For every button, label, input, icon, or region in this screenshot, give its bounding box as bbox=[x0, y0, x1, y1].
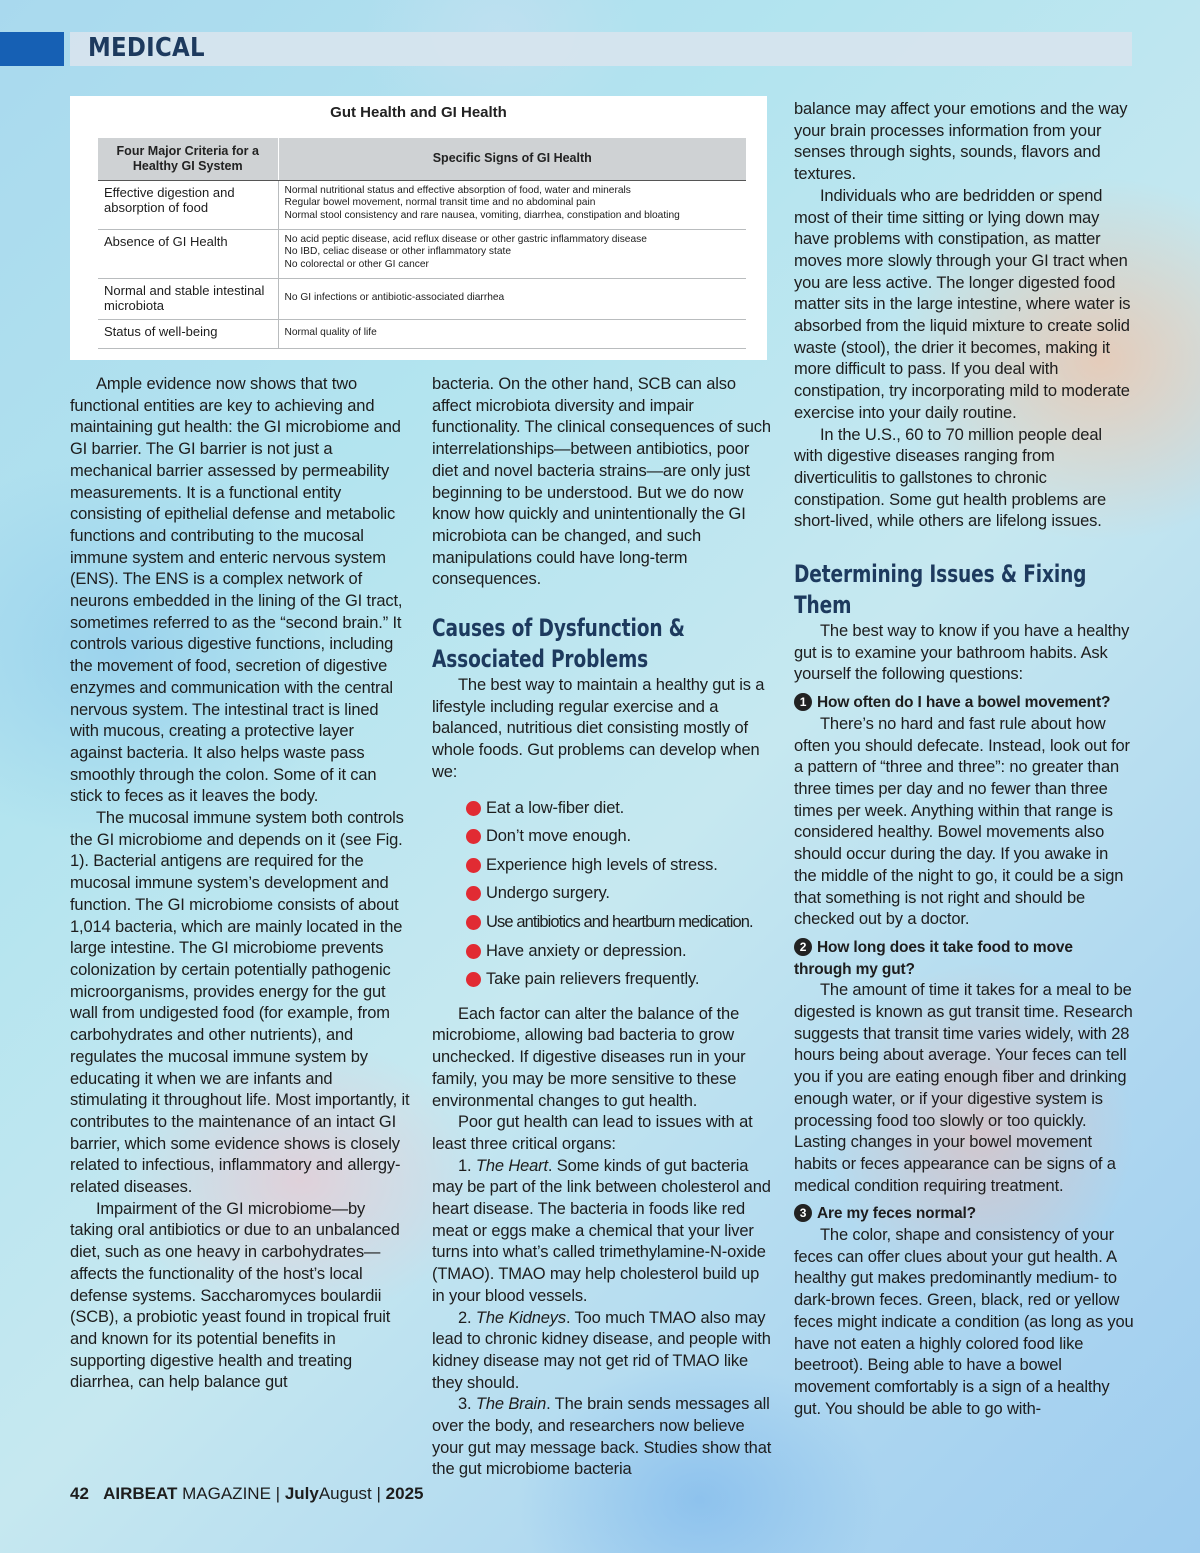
table-cell-criterion: Normal and stable intestinal microbiota bbox=[98, 278, 278, 319]
question-text: How often do I have a bowel movement? bbox=[817, 694, 1111, 712]
organ-heart: 1. The Heart. Some kinds of gut bacteria may be part of the link between cholesterol and heart disease. The bacteria in foods like red meat or eggs make a chemical that your liver turns into what’s called trimethylamine-N-oxide (TMAO). TMAO may help cholesterol build up in your blood vessels. bbox=[432, 1156, 771, 1305]
table-cell-signs bbox=[278, 180, 746, 229]
bullet-dot-icon bbox=[466, 972, 481, 987]
sign-line: No acid peptic disease, acid reflux disease or other gastric inflammatory disease bbox=[284, 233, 647, 245]
bullet-dot-icon bbox=[466, 886, 481, 901]
section-label: MEDICAL bbox=[88, 33, 205, 63]
organ-text: . Too much TMAO also may lead to chronic kidney disease, and people with kidney disease may not get rid of TMAO like they should. bbox=[432, 1308, 771, 1392]
table-cell-criterion: Status of well-being bbox=[98, 319, 278, 348]
subheading-causes: Causes of Dysfunction & Associated Problems bbox=[432, 614, 685, 674]
question-1 bbox=[794, 692, 1134, 714]
paragraph: In the U.S., 60 to 70 million people deal with digestive diseases ranging from diverticulitis to gallstones to chronic constipation. Some gut health problems are short-lived, while others are lifelong issues. bbox=[794, 425, 1106, 531]
list-item bbox=[466, 851, 772, 880]
table-cell-signs bbox=[278, 278, 746, 319]
table-cell-criterion: Effective digestion and absorption of food bbox=[98, 180, 278, 229]
sign-line: Normal stool consistency and rare nausea, vomiting, diarrhea, constipation and bloating bbox=[284, 209, 680, 221]
paragraph: Each factor can alter the balance of the microbiome, allowing bad bacteria to grow unchecked. If digestive diseases run in your family, you may be more sensitive to these environmental changes to gut health. bbox=[432, 1004, 746, 1110]
sign-line: Regular bowel movement, normal transit time and no abdominal pain bbox=[284, 197, 596, 208]
organ-text: . Some kinds of gut bacteria may be part of the link between cholesterol and heart disease. The bacteria in foods like red meat or eggs make a chemical that your liver turns into what’s called trimethylamine-N-oxide (TMAO). TMAO may help cholesterol build up in your blood vessels. bbox=[432, 1156, 771, 1305]
list-item bbox=[466, 879, 772, 908]
list-item bbox=[466, 937, 772, 966]
organ-kidneys: 2. The Kidneys. Too much TMAO also may lead to chronic kidney disease, and people with kidney disease may not get rid of TMAO like they should. bbox=[432, 1308, 771, 1392]
list-item-text: Take pain relievers frequently. bbox=[486, 970, 700, 989]
issue-year: 2025 bbox=[385, 1484, 424, 1503]
bullet-dot-icon bbox=[466, 944, 481, 959]
footer-separator: | bbox=[376, 1484, 381, 1503]
number-2-icon: 2 bbox=[794, 938, 812, 956]
article-column-1 bbox=[70, 374, 410, 1394]
list-item bbox=[466, 794, 772, 823]
gi-health-table bbox=[98, 138, 746, 349]
list-item bbox=[466, 908, 772, 937]
table-header-criteria: Four Major Criteria for a Healthy GI System bbox=[98, 138, 278, 180]
gi-health-table-figure bbox=[70, 96, 767, 360]
article-column-3 bbox=[794, 99, 1134, 1420]
paragraph: Impairment of the GI microbiome—by taking oral antibiotics or due to an unbalanced diet, such as one heavy in carbohydrates—affects the functionality of the host’s local defense systems. Saccharomyces boulardii (SCB), a probiotic yeast found in tropical fruit and known for its potential benefits in supporting digestive health and treating diarrhea, can help balance gut bbox=[70, 1199, 400, 1392]
sign-line: Normal nutritional status and effective absorption of food, water and minerals bbox=[284, 184, 631, 196]
list-item bbox=[466, 965, 772, 994]
question-3 bbox=[794, 1203, 1134, 1225]
issue-month-1: July bbox=[284, 1484, 319, 1503]
paragraph: bacteria. On the other hand, SCB can also affect microbiota diversity and impair functionality. The clinical consequences of such interrelationships—between antibiotics, poor diet and novel bacteria strains—are only just beginning to be understood. But we do now know how quickly and unintentionally the GI microbiota can be changed, and such manipulations could have long-term consequences. bbox=[432, 375, 771, 589]
paragraph: There’s no hard and fast rule about how often you should defecate. Instead, look out for a pattern of “three and three”: no greater than three times per day and no fewer than three times per week. Anything within that range is considered healthy. Bowel movements also should occur during the day. If you awake in the middle of the night to go, it could be a sign that something is not right and should be checked out by a doctor. bbox=[794, 714, 1130, 929]
list-item-text: Don’t move enough. bbox=[486, 827, 631, 846]
paragraph: The amount of time it takes for a meal to be digested is known as gut transit time. Research suggests that transit time varies widely, with 28 hours being about average. Your feces can tell you if you are eating enough fiber and drinking enough water, or if your digestive system is processing food too slowly or too quickly. Lasting changes in your bowel movement habits or feces appearance can be signs of a medical condition requiring treatment. bbox=[794, 981, 1133, 1195]
table-cell-signs bbox=[278, 319, 746, 348]
causes-list bbox=[466, 794, 772, 994]
sign-line: No IBD, celiac disease or other inflammatory state bbox=[284, 246, 511, 257]
table-row bbox=[98, 229, 746, 278]
bullet-dot-icon bbox=[466, 801, 481, 816]
organ-label: The Kidneys bbox=[475, 1308, 566, 1327]
number-1-icon: 1 bbox=[794, 693, 812, 711]
subheading-determining: Determining Issues & Fixing Them bbox=[794, 560, 1087, 620]
table-header-signs: Specific Signs of GI Health bbox=[278, 138, 746, 180]
list-item-text: Eat a low-fiber diet. bbox=[486, 798, 625, 817]
question-2 bbox=[794, 937, 1134, 980]
list-item-text: Experience high levels of stress. bbox=[486, 855, 718, 874]
table-row bbox=[98, 180, 746, 229]
bullet-dot-icon bbox=[466, 858, 481, 873]
page-footer bbox=[70, 1484, 424, 1504]
paragraph: The mucosal immune system both controls the GI microbiome and depends on it (see Fig. 1). Bacterial antigens are required for the mucosal immune system’s development and function. The GI microbiome consists of about 1,014 bacteria, which are mainly located in the large intestine. The GI microbiome prevents colonization by certain potentially pathogenic microorganisms, provides energy for the gut wall from undigested food (for example, from carbohydrates and other nutrients), and regulates the mucosal immune system by educating it when we are infants and stimulating it throughout life. Most importantly, it contributes to the maintenance of an intact GI barrier, which some evidence shows is closely related to infectious, inflammatory and allergy-related diseases. bbox=[70, 809, 410, 1197]
paragraph: The best way to know if you have a healthy gut is to examine your bathroom habits. Ask yourself the following questions: bbox=[794, 622, 1130, 684]
list-item-text: Use antibiotics and heartburn medication. bbox=[486, 912, 753, 931]
table-row bbox=[98, 278, 746, 319]
article-column-2 bbox=[432, 374, 772, 1481]
table-cell-criterion: Absence of GI Health bbox=[98, 229, 278, 278]
paragraph: Poor gut health can lead to issues with at least three critical organs: bbox=[432, 1113, 753, 1153]
magazine-word: MAGAZINE bbox=[182, 1484, 271, 1503]
question-text: How long does it take food to move through my gut? bbox=[794, 938, 1073, 978]
section-header-bar bbox=[70, 32, 1132, 66]
sign-line: No colorectal or other GI cancer bbox=[284, 258, 429, 270]
paragraph: balance may affect your emotions and the way your brain processes information from your senses through sights, sounds, flavors and textures. bbox=[794, 100, 1128, 184]
magazine-brand: AIRBEAT bbox=[103, 1484, 178, 1503]
organ-brain: 3. The Brain. The brain sends messages all over the body, and researchers now believe your gut may message back. Studies show that the gut microbiome bacteria bbox=[432, 1395, 772, 1479]
bullet-dot-icon bbox=[466, 829, 481, 844]
organ-label: The Heart bbox=[475, 1156, 548, 1175]
footer-separator: | bbox=[275, 1484, 281, 1503]
section-color-block bbox=[0, 32, 64, 66]
paragraph: Ample evidence now shows that two functional entities are key to achieving and maintaining gut health: the GI microbiome and GI barrier. The GI barrier is not just a mechanical barrier assessed by permeability measurements. It is a functional entity consisting of epithelial defense and metabolic functions and contributing to the mucosal immune system and enteric nervous system (ENS). The ENS is a complex network of neurons embedded in the lining of the GI tract, sometimes referred to as the “second brain.” It controls various digestive functions, including the movement of food, secretion of digestive enzymes and communication with the central nervous system. The intestinal tract is lined with mucous, creating a protective layer against bacteria. It also helps waste pass smoothly through the colon. Some of it can stick to feces as it leaves the body. bbox=[70, 375, 403, 806]
sign-line: Normal quality of life bbox=[284, 327, 377, 339]
list-item bbox=[466, 822, 772, 851]
table-row bbox=[98, 319, 746, 348]
organ-label: The Brain bbox=[475, 1395, 547, 1414]
number-3-icon: 3 bbox=[794, 1204, 812, 1222]
question-text: Are my feces normal? bbox=[817, 1205, 976, 1223]
page-number: 42 bbox=[70, 1484, 89, 1503]
table-title: Gut Health and GI Health bbox=[330, 104, 507, 121]
bullet-dot-icon bbox=[466, 915, 481, 930]
list-item-text: Have anxiety or depression. bbox=[486, 941, 687, 960]
table-cell-signs bbox=[278, 229, 746, 278]
organ-text: . The brain sends messages all over the body, and researchers now believe your gut may message back. Studies show that the gut microbiome bacteria bbox=[432, 1395, 772, 1479]
list-item-text: Undergo surgery. bbox=[486, 884, 610, 903]
issue-month-2: August bbox=[318, 1484, 372, 1503]
sign-line: No GI infections or antibiotic-associated diarrhea bbox=[284, 292, 505, 304]
paragraph: The best way to maintain a healthy gut is a lifestyle including regular exercise and a balanced, nutritious diet consisting mostly of whole foods. Gut problems can develop when we: bbox=[432, 676, 765, 781]
paragraph: Individuals who are bedridden or spend most of their time sitting or lying down may have problems with constipation, as matter moves more slowly through your GI tract when you are less active. The longer digested food matter sits in the large intestine, where water is absorbed from the liquid mixture to create solid waste (stool), the drier it becomes, making it more difficult to pass. If you deal with constipation, try incorporating mild to moderate exercise into your daily routine. bbox=[794, 186, 1131, 422]
paragraph: The color, shape and consistency of your feces can offer clues about your gut health. A healthy gut makes predominantly medium- to dark-brown feces. Green, black, red or yellow feces might indicate a condition (as long as you have not eaten a highly colored food like beetroot). Being able to have a bowel movement comfortably is a sign of a healthy gut. You should be able to go with- bbox=[794, 1226, 1134, 1418]
